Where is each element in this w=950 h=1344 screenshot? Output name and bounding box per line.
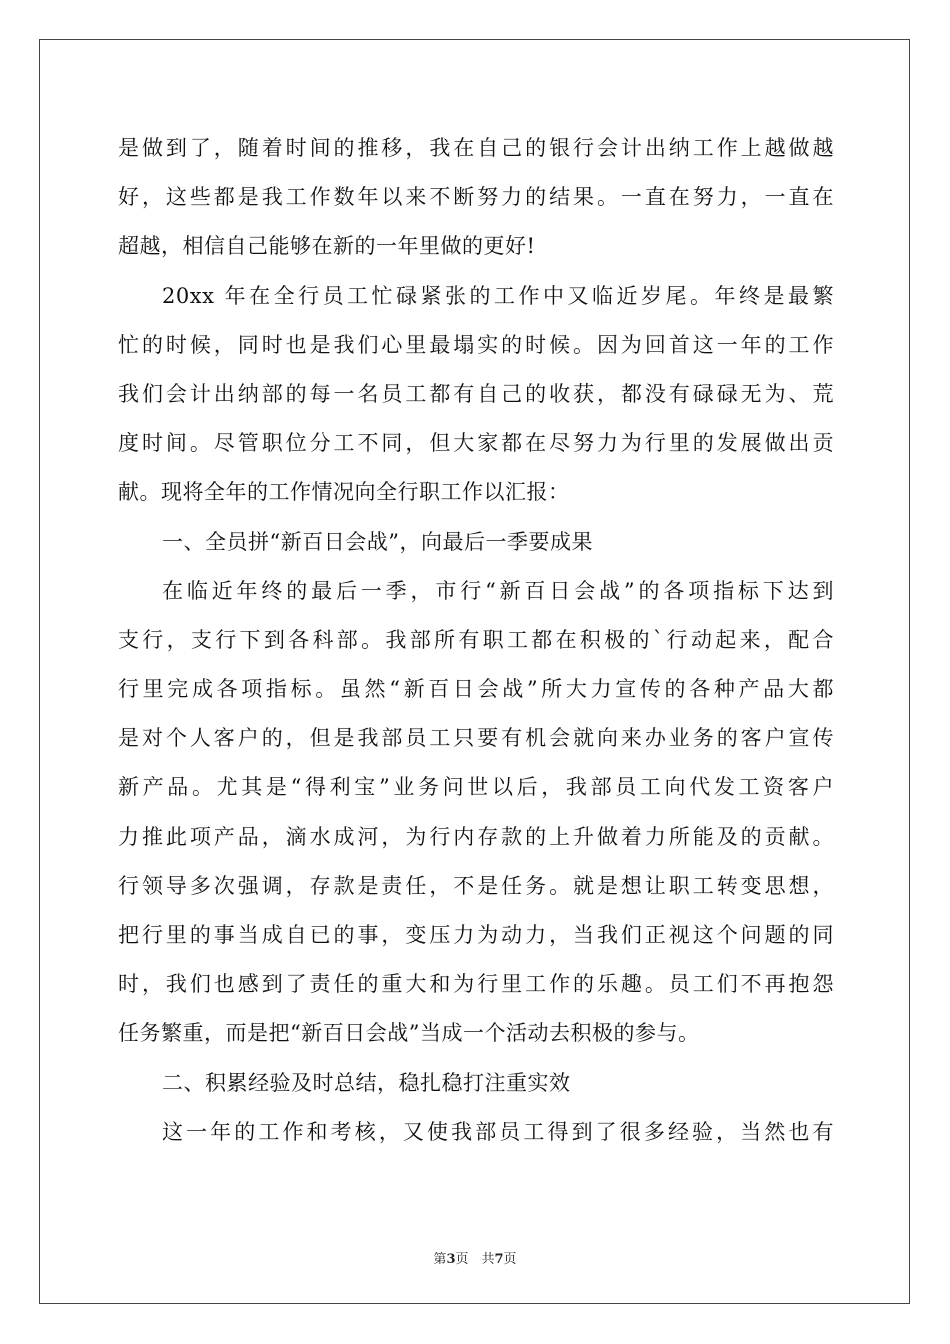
text-line: 支行，支行下到各科部。我部所有职工都在积极的`行动起来，配合 xyxy=(118,627,834,652)
text-line: 行领导多次强调，存款是责任，不是任务。就是想让职工转变思想， xyxy=(118,873,834,898)
text-line: 好，这些都是我工作数年以来不断努力的结果。一直在努力，一直在 xyxy=(118,185,834,210)
text-line: 忙的时候，同时也是我们心里最塌实的时候。因为回首这一年的工作 xyxy=(118,332,834,357)
document-body xyxy=(118,124,834,1157)
text-line: 献。现将全年的工作情况向全行职工作以汇报： xyxy=(118,480,570,505)
footer-total-pages: 7 xyxy=(494,1252,504,1267)
page-footer xyxy=(0,1248,950,1267)
text-line: 超越，相信自己能够在新的一年里做的更好! xyxy=(118,234,536,259)
text-line: 这一年的工作和考核，又使我部员工得到了很多经验，当然也有 xyxy=(162,1119,834,1144)
text-line: 我们会计出纳部的每一名员工都有自己的收获，都没有碌碌无为、荒 xyxy=(118,381,834,406)
text-line: 新产品。尤其是“得利宝”业务问世以后，我部员工向代发工资客户 xyxy=(118,775,834,800)
footer-suffix: 页 xyxy=(503,1252,517,1267)
text-line: 力推此项产品，滴水成河，为行内存款的上升做着力所能及的贡献。 xyxy=(118,824,834,849)
text-line: 20xx 年在全行员工忙碌紧张的工作中又临近岁尾。年终是最繁 xyxy=(162,283,834,308)
footer-prefix: 第 xyxy=(433,1252,447,1267)
text-line: 是对个人客户的，但是我部员工只要有机会就向来办业务的客户宣传 xyxy=(118,726,834,751)
footer-middle: 页 共 xyxy=(455,1252,495,1267)
text-line: 把行里的事当成自已的事，变压力为动力，当我们正视这个问题的同 xyxy=(118,923,834,947)
section-heading: 二、积累经验及时总结，稳扎稳打注重实效 xyxy=(162,1070,571,1095)
text-line: 时，我们也感到了责任的重大和为行里工作的乐趣。员工们不再抱怨 xyxy=(118,972,834,997)
text-line: 在临近年终的最后一季，市行“新百日会战”的各项指标下达到 xyxy=(162,578,834,603)
text-line: 行里完成各项指标。虽然“新百日会战”所大力宣传的各种产品大都 xyxy=(118,677,834,702)
text-line: 度时间。尽管职位分工不同，但大家都在尽努力为行里的发展做出贡 xyxy=(118,431,834,456)
footer-page-number: 3 xyxy=(446,1252,456,1267)
section-heading: 一、全员拼“新百日会战”，向最后一季要成果 xyxy=(162,529,593,554)
text-line: 任务繁重，而是把“新百日会战”当成一个活动去积极的参与。 xyxy=(118,1021,700,1046)
text-line: 是做到了，随着时间的推移，我在自己的银行会计出纳工作上越做越 xyxy=(118,136,834,160)
